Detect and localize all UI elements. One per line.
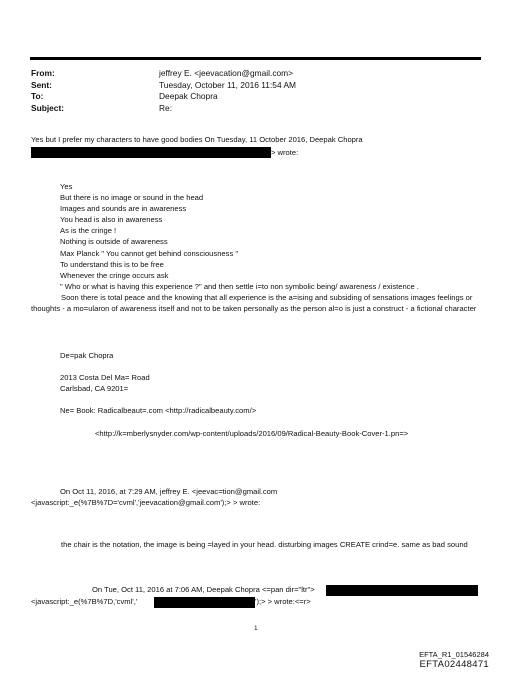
footer-id-2: EFTA02448471 bbox=[419, 659, 489, 670]
paragraph-rest: feelings or thoughts - a mo=ularon of awareness itself and not to be taken personally as the person al=o is just a construct - a fictional character bbox=[31, 293, 477, 314]
quoted-line: Images and sounds are in awareness bbox=[60, 204, 187, 214]
subject-label: Subject: bbox=[31, 102, 65, 113]
redaction-block bbox=[154, 597, 255, 608]
quoted-line: You head is also in awareness bbox=[60, 215, 163, 225]
from-row bbox=[31, 68, 296, 80]
to-row bbox=[31, 91, 296, 103]
signature-address-2: Carlsbad, CA 9201= bbox=[60, 384, 129, 393]
subject-row bbox=[31, 103, 296, 115]
sent-label: Sent: bbox=[31, 79, 52, 90]
signature-cover-link[interactable]: <http://k=mberlysnyder.com/wp-content/uploads/2016/09/Radical-Beauty-Book-Cover-1.pn=> bbox=[95, 429, 409, 438]
signature-address-1: 2013 Costa Del Ma= Road bbox=[60, 373, 150, 382]
email-header bbox=[31, 68, 296, 114]
jeffrey-reply-text: the chair is the notation, the image is being =layed in your head. disturbing images CREATE crind=e. same as bad sound bbox=[61, 540, 468, 549]
quoted-line: But there is no image or sound in the head bbox=[60, 193, 204, 203]
from-value: jeffrey E. <jeevacation@gmail.com> bbox=[159, 68, 294, 78]
quote-header-line-1: On Oct 11, 2016, at 7:29 AM, jeffrey E. <jeevac=tion@gmail.com bbox=[60, 487, 278, 496]
paragraph-first-line: Soon there is total peace and the knowing that all experience is the a=ising and subsiding of sensations images bbox=[61, 293, 436, 302]
footer-id-1: EFTA_R1_01546284 bbox=[419, 650, 489, 659]
deepak-header-line-2-suffix: ');> > wrote:<=r> bbox=[255, 597, 311, 606]
page-number: 1 bbox=[254, 625, 258, 632]
redaction-block bbox=[31, 147, 271, 158]
quoted-line: " Who or what is having this experience ?" and then settle i=to non symbolic being/ awareness / existence . bbox=[60, 281, 419, 291]
to-value: Deepak Chopra bbox=[159, 91, 218, 101]
sent-row bbox=[31, 80, 296, 92]
quoted-line: Nothing is outside of awareness bbox=[60, 237, 168, 247]
quoted-line: As is the cringe ! bbox=[60, 226, 117, 236]
signature-name: De=pak Chopra bbox=[60, 351, 114, 360]
deepak-header-line-2-prefix: <javascript:_e(%7B%7D,'cvml',' bbox=[31, 597, 138, 606]
reply-line-1: Yes but I prefer my characters to have good bodies On Tuesday, 11 October 2016, Deepak Chopra bbox=[31, 135, 363, 144]
signature-book-link[interactable]: Ne= Book: Radicalbeaut=.com <http://radicalbeauty.com/> bbox=[60, 406, 257, 415]
quote-header-line-2: <javascript:_e(%7B%7D='cvml','jeevacation@gmail.com');> > wrote: bbox=[31, 498, 261, 507]
from-label: From: bbox=[31, 68, 55, 78]
header-rule bbox=[30, 57, 481, 60]
jeffrey-reply bbox=[31, 539, 486, 550]
quoted-line: Max Planck " You cannot get behind consciousness " bbox=[60, 248, 239, 258]
quoted-line: To understand this is to be free bbox=[60, 259, 164, 269]
sent-value: Tuesday, October 11, 2016 11:54 AM bbox=[159, 79, 297, 90]
reply-line-2-suffix: > wrote: bbox=[271, 148, 299, 157]
deepak-header-line-1: On Tue, Oct 11, 2016 at 7:06 AM, Deepak Chopra <=pan dir="ltr"> bbox=[92, 585, 315, 594]
quoted-message bbox=[60, 181, 419, 292]
quoted-line: Whenever the cringe occurs ask bbox=[60, 270, 169, 280]
subject-value: Re: bbox=[159, 102, 173, 113]
to-label: To: bbox=[31, 91, 44, 101]
awareness-paragraph bbox=[31, 292, 486, 315]
redaction-block bbox=[326, 585, 478, 596]
quoted-line: Yes bbox=[60, 182, 73, 191]
